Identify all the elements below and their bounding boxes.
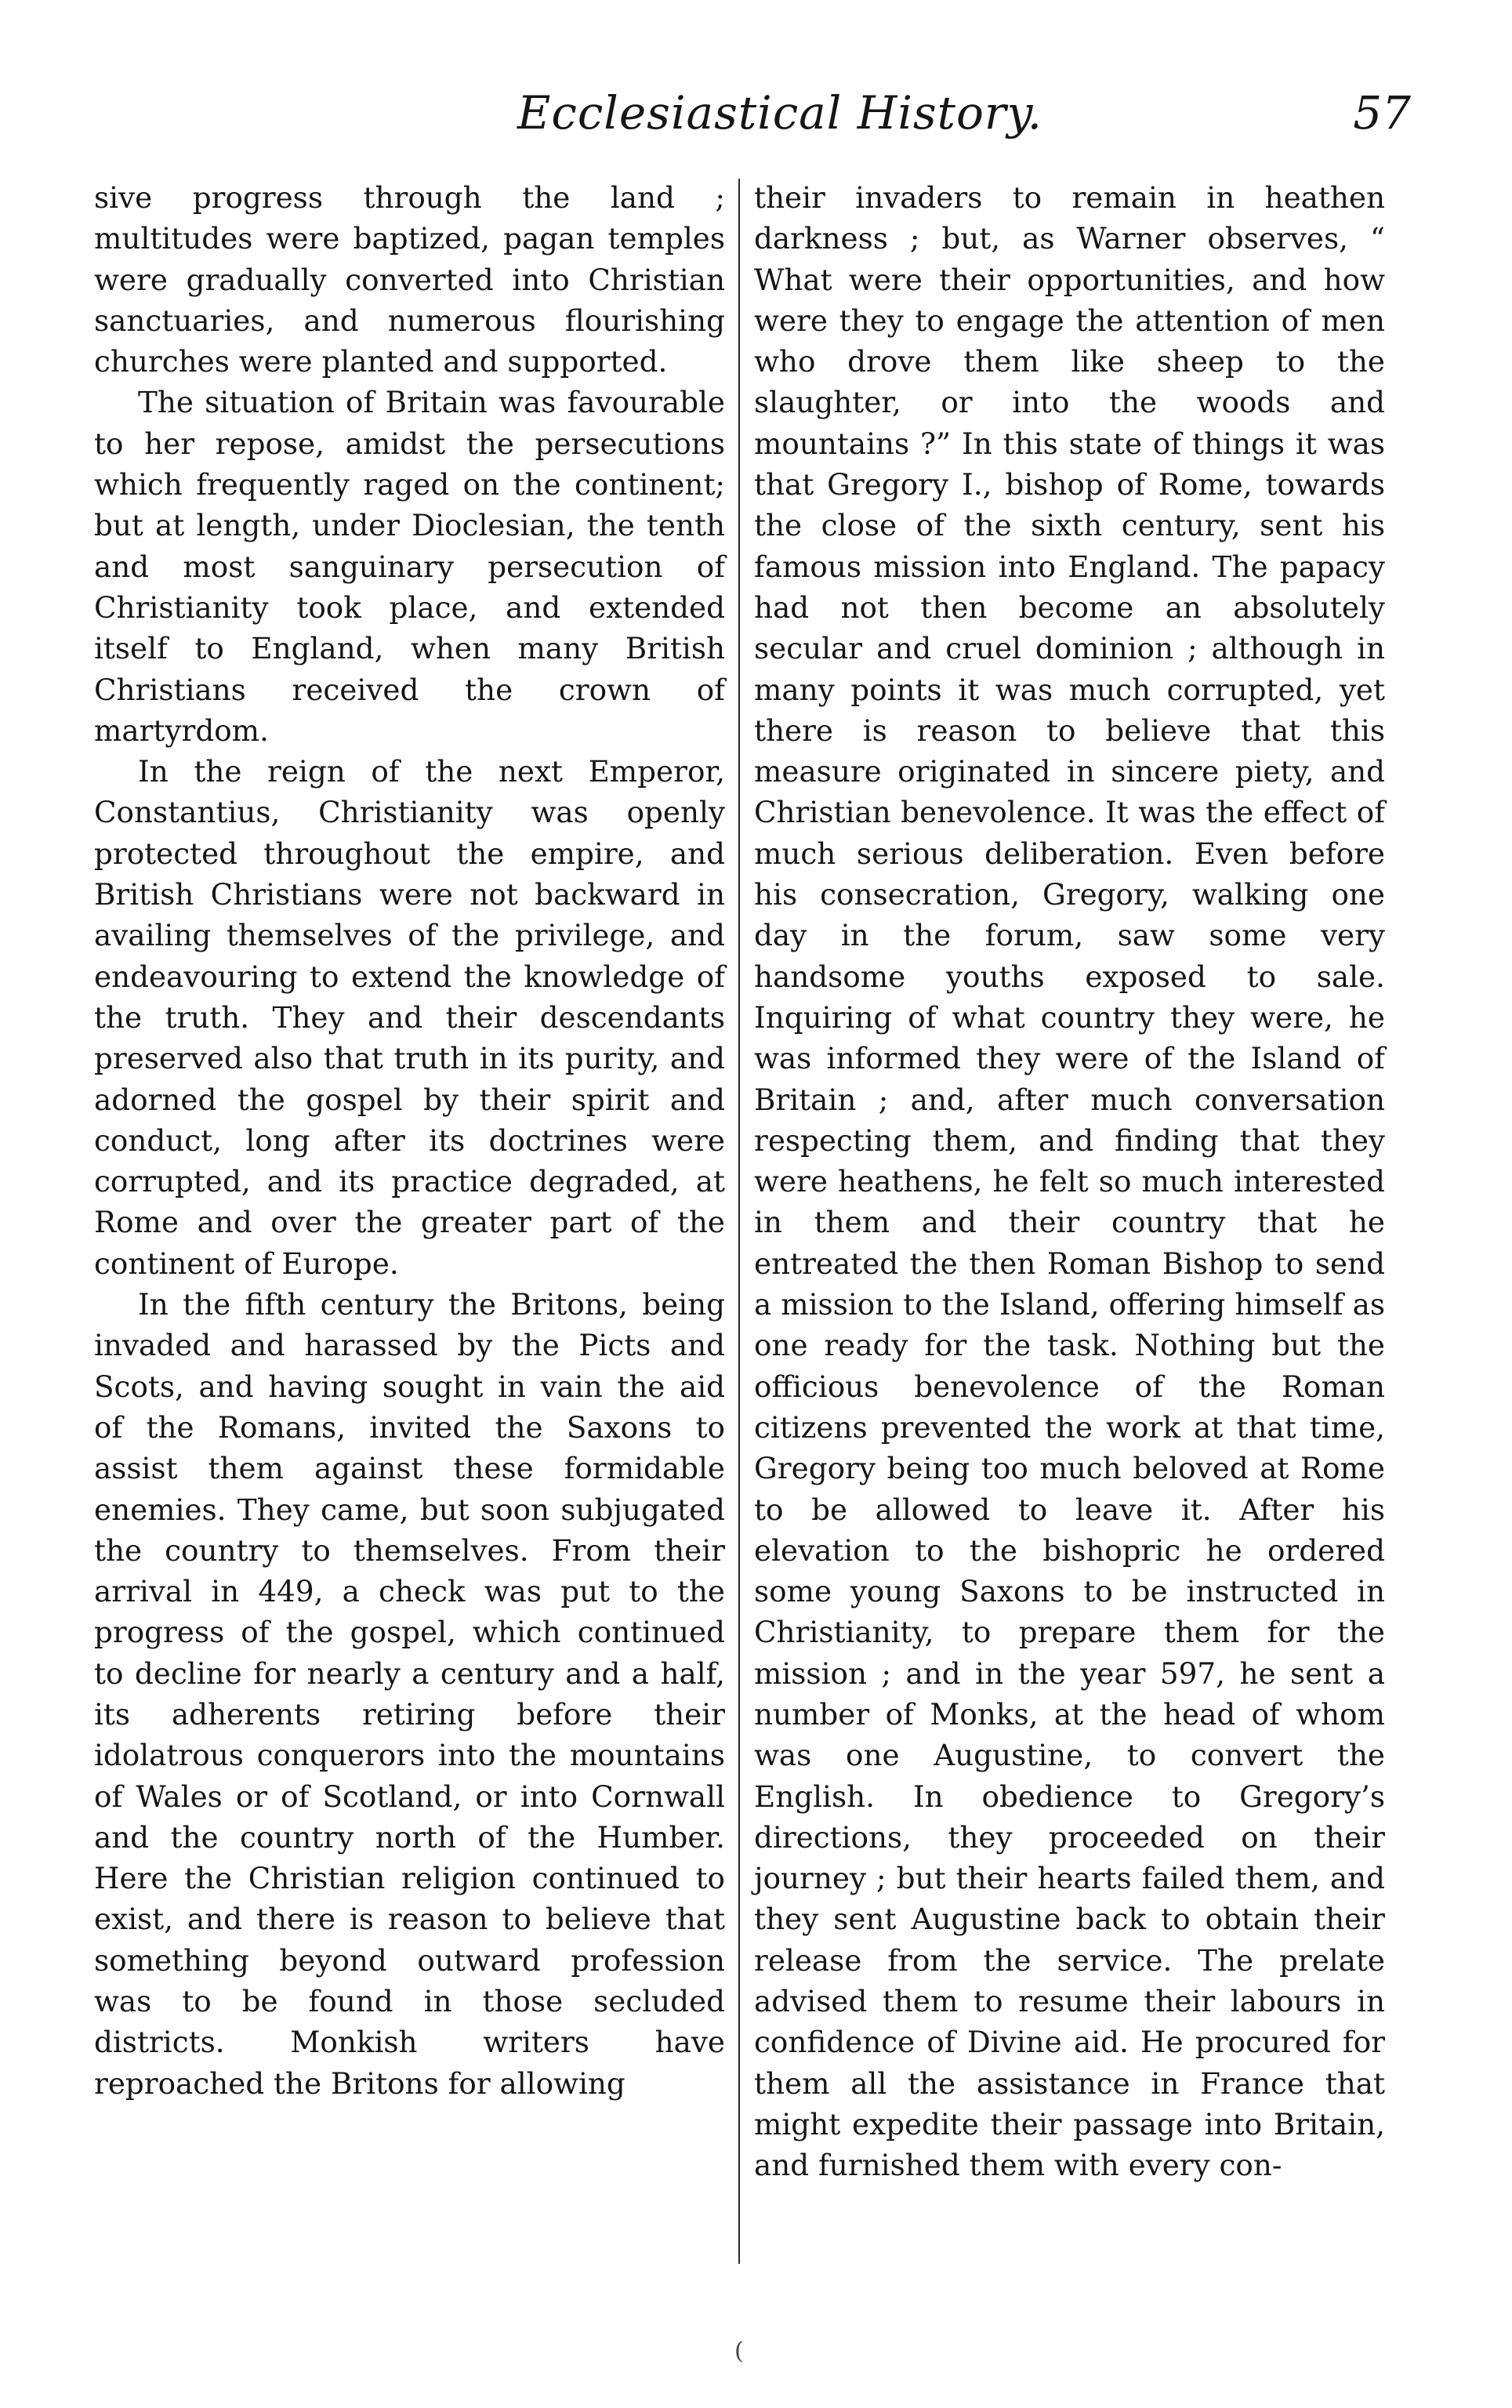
bottom-mark: ( bbox=[734, 2337, 744, 2365]
left-column bbox=[94, 177, 725, 2104]
right-paragraph-1: their invaders to remain in heathen darkness ; but, as Warner observes, “ What were their opportunities, and how were they to engage the attention of men who drove them like sheep to the slaughter, or into the woods and mountains ?” In this state of things it was that Gregory I., bishop of Rome, towards the close of the sixth century, sent his famous mission into England. The papacy had not then become an absolutely secular and cruel dominion ; although in many points it was much corrupted, yet there is reason to believe that this measure originated in sincere piety, and Christian benevolence. It was the effect of much serious deliberation. Even before his consecration, Gregory, walking one day in the forum, saw some very handsome youths exposed to sale. Inquiring of what country they were, he was informed they were of the Island of Britain ; and, after much conversation respecting them, and finding that they were heathens, he felt so much interested in them and their country that he entreated the then Roman Bishop to send a mission to the Island, offering himself as one ready for the task. Nothing but the officious benevolence of the Roman citizens prevented the work at that time, Gregory being too much beloved at Rome to be allowed to leave it. After his elevation to the bishopric he ordered some young Saxons to be instructed in Christianity, to prepare them for the mission ; and in the year 597, he sent a number of Monks, at the head of whom was one Augustine, to convert the English. In obedience to Gregory’s directions, they proceeded on their journey ; but their hearts failed them, and they sent Augustine back to obtain their release from the service. The prelate advised them to resume their labours in confidence of Divine aid. He procured for them all the assistance in France that might expedite their passage into Britain, and furnished them with every con- bbox=[754, 180, 1385, 2183]
running-title: Ecclesiastical History. bbox=[517, 86, 1043, 140]
right-column bbox=[754, 177, 1385, 2186]
column-divider bbox=[738, 179, 740, 2264]
left-paragraph-2: The situation of Britain was favourable to her repose, amidst the persecutions which frequently raged on the continent; but at length, under Dioclesian, the tenth and most sanguinary persecution of Christianity took place, and extended itself to England, when many British Christians received the crown of martyrdom. bbox=[94, 385, 725, 748]
left-paragraph-4: In the fifth century the Britons, being invaded and harassed by the Picts and Scots, and having sought in vain the aid of the Romans, invited the Saxons to assist them against these formidable enemies. They came, but soon subjugated the country to themselves. From their arrival in 449, a check was put to the progress of the gospel, which continued to decline for nearly a century and a half, its adherents retiring before their idolatrous conquerors into the mountains of Wales or of Scotland, or into Cornwall and the country north of the Humber. Here the Christian religion continued to exist, and there is reason to believe that something beyond outward profession was to be found in those secluded districts. Monkish writers have reproached the Britons for allowing bbox=[94, 1287, 725, 2101]
page-header bbox=[94, 86, 1411, 165]
left-paragraph-3: In the reign of the next Emperor, Constantius, Christianity was openly protected throughout the empire, and British Christians were not backward in availing themselves of the privilege, and endeavouring to extend the knowledge of the truth. They and their descendants preserved also that truth in its purity, and adorned the gospel by their spirit and conduct, long after its doctrines were corrupted, and its practice degraded, at Rome and over the greater part of the continent of Europe. bbox=[94, 754, 725, 1281]
page-number: 57 bbox=[1353, 86, 1411, 140]
left-paragraph-1: sive progress through the land ; multitudes were baptized, pagan temples were gradually converted into Christian sanctuaries, and numerous flourishing churches were planted and supported. bbox=[94, 180, 725, 379]
